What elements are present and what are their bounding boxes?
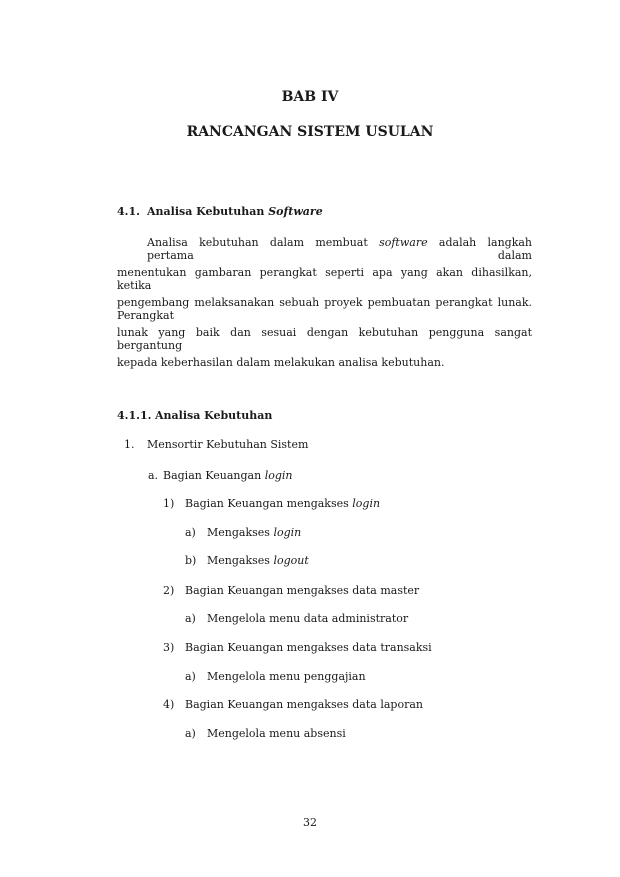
page-number: 32 xyxy=(303,816,317,829)
subsection-title: Analisa Kebutuhan xyxy=(155,409,273,422)
paragraph-line-4: lunak yang baik dan sesuai dengan kebutuhan pengguna sangat bergantung xyxy=(117,326,532,352)
substep-text: Mengelola menu penggajian xyxy=(207,670,366,683)
list-item-number: 1. xyxy=(124,438,135,451)
substep-letter: a) xyxy=(185,670,196,683)
section-number: 4.1. xyxy=(117,205,140,218)
step-number: 4) xyxy=(163,698,175,711)
substep-text: Mengelola menu data administrator xyxy=(207,612,409,625)
step-number: 2) xyxy=(163,584,175,597)
paragraph-line-3: pengembang melaksanakan sebuah proyek pembuatan perangkat lunak. Perangkat xyxy=(117,296,532,322)
paragraph-line-5: kepada keberhasilan dalam melakukan analisa kebutuhan. xyxy=(117,356,445,369)
substep-letter: a) xyxy=(185,612,196,625)
step-text: Bagian Keuangan mengakses data master xyxy=(185,584,420,597)
paragraph-line-2: menentukan gambaran perangkat seperti apa yang akan dihasilkan, ketika xyxy=(117,266,532,292)
substep-text: Mengakses login xyxy=(207,526,302,539)
section-title: Analisa Kebutuhan Software xyxy=(147,205,323,218)
step-text: Bagian Keuangan mengakses data laporan xyxy=(185,698,423,711)
step-number: 1) xyxy=(163,497,175,510)
step-text: Bagian Keuangan mengakses login xyxy=(185,497,381,510)
sublist-item-letter: a. xyxy=(148,469,159,482)
substep-text: Mengelola menu absensi xyxy=(207,727,346,740)
substep-letter: a) xyxy=(185,526,196,539)
step-number: 3) xyxy=(163,641,175,654)
chapter-title: RANCANGAN SISTEM USULAN xyxy=(186,124,434,140)
substep-letter: b) xyxy=(185,554,197,567)
subsection-number: 4.1.1. xyxy=(117,409,152,422)
paragraph-line-1: Analisa kebutuhan dalam membuat software adalah langkah pertama dalam xyxy=(147,236,533,262)
substep-text: Mengakses logout xyxy=(207,554,309,567)
step-text: Bagian Keuangan mengakses data transaksi xyxy=(185,641,432,654)
substep-letter: a) xyxy=(185,727,196,740)
chapter-number: BAB IV xyxy=(281,89,339,105)
list-item-text: Mensortir Kebutuhan Sistem xyxy=(147,438,309,451)
sublist-item-text: Bagian Keuangan login xyxy=(163,469,293,482)
